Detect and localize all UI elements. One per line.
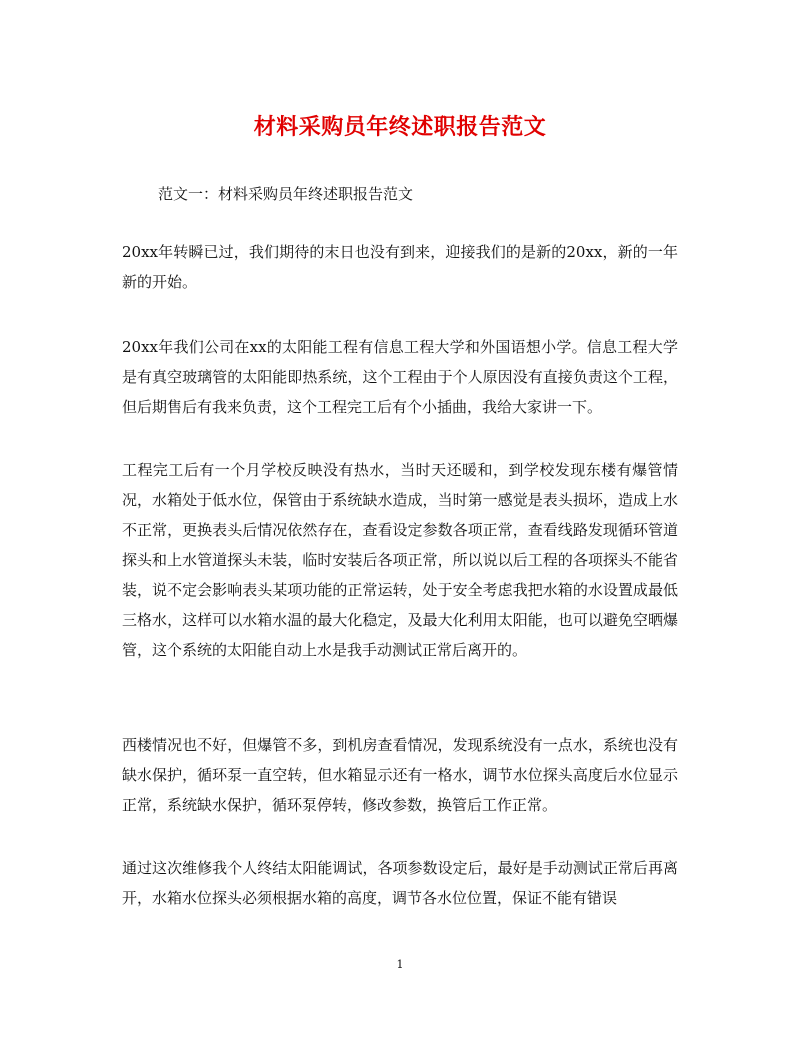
paragraph: 20xx年我们公司在xx的太阳能工程有信息工程大学和外国语想小学。信息工程大学是有真空玻璃管的太阳能即热系统，这个工程由于个人原因没有直接负责这个工程，但后期售后有我来负责，这个工程完工后有个小插曲，我给大家讲一下。 [122, 338, 678, 416]
document-title: 材料采购员年终述职报告范文 [253, 115, 547, 140]
paragraph: 西楼情况也不好，但爆管不多，到机房查看情况，发现系统没有一点水，系统也没有缺水保护，循环泵一直空转，但水箱显示还有一格水，调节水位探头高度后水位显示正常，系统缺水保护，循环泵停转，修改参数，换管后工作正常。 [122, 736, 678, 814]
page-number: 1 [396, 958, 404, 971]
paragraph: 工程完工后有一个月学校反映没有热水，当时天还暖和，到学校发现东楼有爆管情况，水箱处于低水位，保管由于系统缺水造成，当时第一感觉是表头损坏，造成上水不正常，更换表头后情况依然存在，查看设定参数各项正常，查看线路发现循环管道探头和上水管道探头未装，临时安装后各项正常，所以说以后工程的各项探头不能省装，说不定会影响表头某项功能的正常运转，处于安全考虑我把水箱的水设置成最低三格水，这样可以水箱水温的最大化稳定，及最大化利用太阳能，也可以避免空晒爆管，这个系统的太阳能自动上水是我手动测试正常后离开的。 [122, 461, 678, 659]
document-subtitle: 范文一：材料采购员年终述职报告范文 [158, 185, 414, 203]
paragraph: 20xx年转瞬已过，我们期待的末日也没有到来，迎接我们的是新的20xx，新的一年新的开始。 [122, 243, 678, 291]
paragraph: 通过这次维修我个人终结太阳能调试，各项参数设定后，最好是手动测试正常后再离开，水箱水位探头必须根据水箱的高度，调节各水位位置，保证不能有错误 [122, 859, 678, 907]
